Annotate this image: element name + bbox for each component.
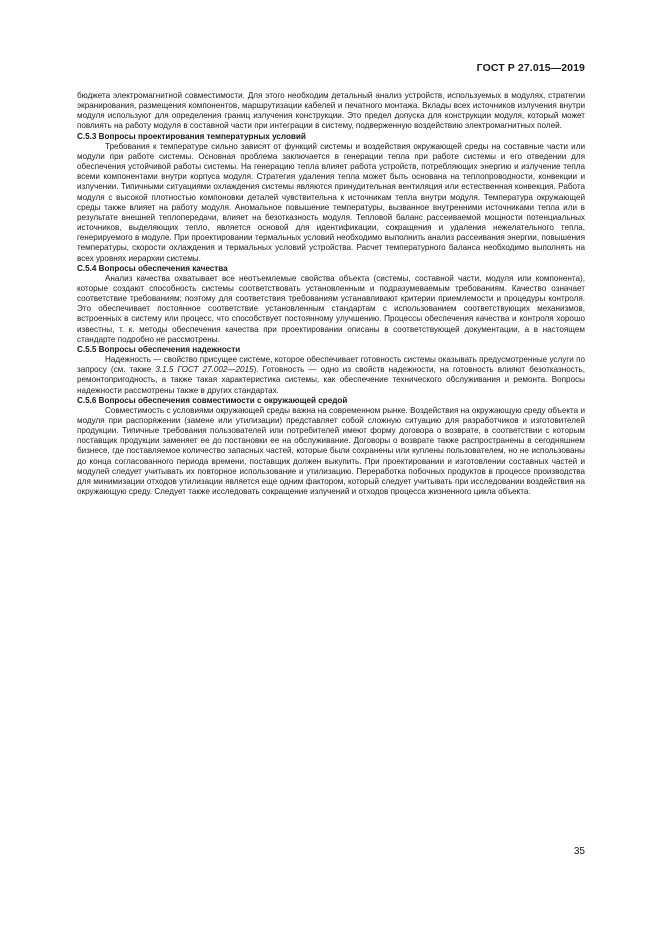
section-c55-paragraph: [77, 355, 585, 396]
section-c56-paragraph: Совместимость с условиями окружающей среды важна на современном рынке. Воздействия на окружающую среду объекта и модуля при распоряжении (замене или утилизации) представляет собой сложную ситуацию для разработчиков и изготовителей продукции. Типичные требования пользователей или потребителей имеют форму договора о возврате, в соответствии с которым поставщик продукции заменяет ее до постановки ее на обслуживание. Договоры о возврате также распространены в сегодняшнем бизнесе, где поставляемое количество запасных частей, которые были сохранены или куплены пользователем, но не использованы до конца согласованного периода времени, поставщик должен выкупить. При проектировании и изготовлении составных частей и модулей следует учитывать их повторное использование и утилизацию. Переработка побочных продуктов в процессе производства для минимизации отходов утилизации является еще одним фактором, который следует учитывать при исследовании воздействия на окружающую среду. Следует также исследовать сокращение излучений и отходов процесса жизненного цикла объекта.: [77, 405, 585, 497]
document-id: ГОСТ Р 27.015—2019: [476, 62, 585, 74]
standard-reference: 3.1.5 ГОСТ 27.002—2015: [155, 365, 254, 375]
section-c53-paragraph: Требования к температуре сильно зависят от функций системы и воздействия окружающей среды на составные части или модули при работе системы. Основная проблема заключается в генерации тепла при работе системы и его отведении для обеспечения устойчивой работы системы. На генерацию тепла влияет работа устройств, потребляющих энергию и излучение тепла всеми компонентами внутри корпуса модуля. Стратегия удаления тепла может быть основана на теплопроводности, конвекции и излучении. Типичными ситуациями охлаждения системы являются принудительная вентиляция или естественная конвекция. Работа модуля с высокой плотностью компоновки деталей чувствительна к источникам тепла внутри модуля. Температура окружающей среды также влияет на работу модуля. Аномальное повышение температуры, вызванное внутренними источниками тепла или в результате внешней теплопередачи, влияет на безотказность модуля. Тепловой баланс рассеиваемой мощности потенциальных источников, выделяющих тепло, является основой для идентификации, сокращения и удаления нежелательного тепла, генерируемого в модуле. При проектировании термальных условий необходимо выполнить анализ рассеивания энергии, повышения температуры, скорости охлаждения и термальных условий устройства. Расчет температурного баланса необходимо выполнять на всех уровнях иерархии системы.: [77, 141, 585, 263]
section-title-c56: С.5.6 Вопросы обеспечения совместимости с окружающей средой: [77, 395, 348, 405]
section-c55-text-2: ). Готовность — одно из свойств надежности, на готовность влияют безотказность, ремонтопригодность, а также такая характеристика системы, как обеспечение технического обслуживания и ремонта. Вопросы надежности рассмотрены также в других стандартах.: [77, 365, 585, 395]
section-title-c53: С.5.3 Вопросы проектирования температурных условий: [77, 131, 306, 141]
page-number: 35: [573, 846, 585, 857]
document-body: [77, 91, 585, 497]
section-c54-paragraph: Анализ качества охватывает все неотъемлемые свойства объекта (системы, составной части, модуля или компонента), которые создают способность системы соответствовать установленным и подразумеваемым требованиям. Качество означает соответствие требованиям; поэтому для соответствия требованиям устанавливают критерии приемлемости и процедуры контроля. Это обеспечивает постоянное соответствие установленным стандартам с использованием соответствующих механизмов, встроенных в систему или процесс, что способствует постоянному улучшению. Процессы обеспечения качества и контроля хорошо известны, т. к. методы обеспечения качества при проектировании описаны в соответствующей документации, а в настоящем стандарте подробно не рассмотрены.: [77, 273, 585, 344]
section-c55-text-1: Надежность — свойство присущее системе, которое обеспечивает готовность системы оказывать предусмотренные услуги по запросу (см. также: [77, 355, 585, 375]
intro-paragraph: бюджета электромагнитной совместимости. Для этого необходим детальный анализ устройств, используемых в модулях, стратегии экранирования, размещения компонентов, маршрутизации кабелей и печатного монтажа. Вклады всех источников излучения внутри модуля используют для определения границ излучения конструкции. Это предел допуска для конструкции модуля, который может повлиять на работу модуля в составной части при интеграции в систему, подверженную воздействию электромагнитных полей.: [77, 91, 585, 131]
section-title-c54: С.5.4 Вопросы обеспечения качества: [77, 263, 228, 273]
section-title-c55: С.5.5 Вопросы обеспечения надежности: [77, 344, 241, 354]
